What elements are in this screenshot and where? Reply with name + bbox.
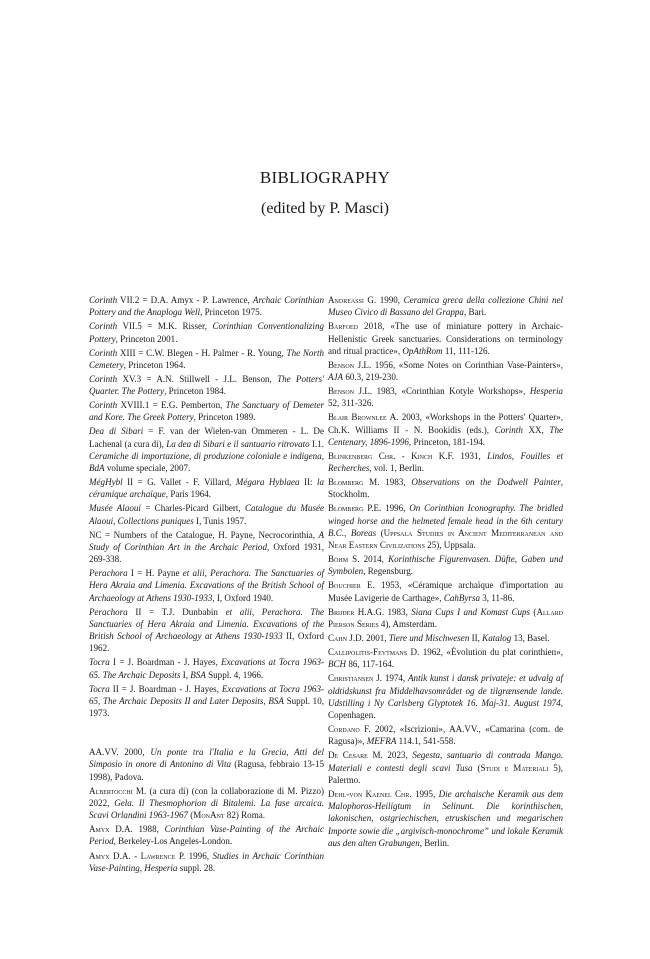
entry-text-segment: VII.2 = D.A. Amyx - P. Lawrence,: [117, 295, 253, 305]
entry-text-segment: 3, 11-86.: [480, 592, 515, 603]
entry-text-segment: MonAnt: [193, 810, 225, 821]
entry-text-segment: , Princeton 1984.: [164, 386, 226, 397]
entry-text-segment: , vol. 1, Berlin.: [369, 463, 424, 474]
entry-text-segment: , Berkeley-Los Angeles-London.: [113, 836, 233, 847]
bibliography-right-column: [328, 294, 563, 851]
entry-text-segment: 2018, «The use of miniature pottery in Archaic-Hellenistic Greek sanctuaries. Considerations on terminology and ritual practice»,: [328, 321, 563, 356]
entry-text-segment: D.A. -: [109, 850, 141, 861]
entry-text-segment: II = T.J. Dunbabin: [127, 606, 226, 617]
entry-text-segment: K.F. 1931,: [432, 450, 488, 461]
entry-text-segment: Benson: [328, 359, 355, 370]
entry-text-segment: , Princeton 1975.: [200, 307, 262, 318]
entry-text-segment: Cordano: [328, 724, 360, 735]
entry-text-segment: , Bari.: [463, 307, 487, 318]
entry-text-segment: Collections puniques: [117, 515, 194, 526]
entry-text-segment: Gela. Il Thesmophorion di Bitalemi. La fase arcaica. Scavi Orlandini 1963-1967: [89, 797, 324, 821]
entry-text-segment: volume speciale, 2007.: [104, 463, 191, 474]
bibliography-entry: [89, 785, 324, 822]
entry-text-segment: Corinth: [89, 400, 118, 411]
entry-text-segment: , Princeton, 181-194.: [408, 436, 486, 447]
entry-text-segment: II = G. Vallet - F. Villard,: [122, 477, 236, 488]
bibliography-entry: [328, 553, 563, 577]
entry-text-segment: et alii: [225, 606, 252, 617]
bibliography-entry: [328, 749, 563, 786]
entry-text-segment: NC = Numbers of the Catalogue, H. Payne, Necrocorinthia,: [89, 529, 319, 540]
entry-text-segment: Albertocchi: [89, 785, 133, 796]
entry-text-segment: I,: [180, 669, 191, 680]
entry-text-segment: Böhm: [328, 554, 349, 565]
entry-text-segment: Excavations at Tocra 1963-65, The Archaic Deposits II and Later Deposits, BSA: [89, 683, 324, 706]
entry-text-segment: II = J. Boardman - J. Hayes,: [109, 683, 222, 694]
entry-text-segment: Studies in Archaic Corinthian Vase-Painting, Hesperia: [89, 850, 325, 873]
entry-text-segment: H.A.G. 1983,: [354, 606, 412, 617]
entry-text-segment: The Sanctuary of Demeter and Kore. The Greek Pottery: [89, 400, 324, 423]
entry-text-segment: 13, Basel.: [511, 633, 550, 644]
bibliography-entry: [89, 529, 324, 566]
bibliography-entry: [89, 294, 324, 318]
entry-text-segment: XVIII.1 = E.G. Pemberton,: [117, 400, 226, 411]
entry-text-segment: Andreassi: [328, 295, 364, 305]
bibliography-entry: [89, 373, 324, 397]
entry-text-segment: Tiere und Mischwesen: [388, 633, 470, 644]
entry-text-segment: I = H. Payne: [127, 568, 183, 579]
entry-text-segment: D.A. 1988,: [109, 824, 165, 835]
entry-text-segment: Corinth: [89, 373, 118, 384]
entry-text-segment: AA.VV. 2000,: [89, 747, 151, 758]
entry-text-segment: Tocra: [89, 657, 110, 668]
bibliography-entry: [328, 632, 563, 644]
entry-text-segment: (Ragusa, febbraio 13-15 1998), Padova.: [89, 759, 324, 782]
entry-text-segment: II, Oxford 1962.: [89, 631, 324, 654]
entry-text-segment: Corinth: [89, 295, 118, 305]
entry-text-segment: Benson: [328, 386, 355, 397]
entry-text-segment: , Princeton 2001.: [115, 333, 178, 344]
entry-text-segment: , Oxford 1931, 269-338.: [89, 541, 324, 565]
entry-text-segment: OpAthRom: [402, 345, 443, 356]
entry-text-segment: VII.5 = M.K. Risser,: [117, 321, 213, 332]
bibliography-entry: [328, 359, 563, 383]
entry-text-segment: La dea di Sibari e il santuario ritrovato: [166, 438, 310, 449]
entry-text-segment: 52, 311-326.: [328, 398, 374, 409]
entry-text-segment: E. 1953, «Céramique archaïque d'importation au Musée Lavigerie de Carthage»,: [328, 580, 563, 603]
bibliography-entry: [328, 320, 563, 357]
entry-text-segment: Catalogue du Musée Alaoui: [89, 503, 324, 526]
entry-text-segment: Amyx: [89, 850, 110, 861]
bibliography-entry: [89, 567, 324, 604]
entry-text-segment: Blomberg: [328, 503, 364, 514]
entry-text-segment: Mégara Hyblaea: [235, 477, 300, 488]
entry-text-segment: (: [530, 606, 537, 617]
entry-text-segment: Musée Alaoui: [89, 503, 141, 514]
entry-text-segment: AJA: [328, 372, 344, 382]
entry-text-segment: Blinkenberg Chr. - Kinch: [328, 450, 433, 461]
entry-text-segment: Die archaische Keramik aus dem Malophoros-Heiligtum in Selinunt. Die korinthischen, lakonischen, ostgriechischen, etruskischen und megarischen Importe sowie die „argivisch-monochrome” und lokale Keramik aus den alten Grabungen: [328, 788, 563, 848]
bibliography-entry: [328, 646, 563, 670]
entry-text-segment: ,: [113, 515, 118, 526]
section-gap: [89, 721, 324, 746]
entry-text-segment: XX,: [522, 424, 550, 435]
entry-text-segment: J.L. 1983, «Corinthian Kotyle Workshops»,: [354, 386, 530, 397]
entry-text-segment: Corinth: [89, 347, 118, 358]
entry-text-segment: Christiansen: [328, 673, 374, 684]
entry-text-segment: M. (a cura di) (con la collaborazione di M. Pizzo) 2022,: [89, 785, 324, 808]
entry-text-segment: P. 1996,: [175, 850, 213, 861]
entry-text-segment: I = J. Boardman - J. Hayes,: [109, 657, 222, 668]
bibliography-entry: [89, 656, 324, 680]
page-subtitle: (edited by P. Masci): [261, 200, 389, 217]
entry-text-segment: 114.1, 541-558.: [396, 736, 456, 747]
entry-text-segment: Allard Pierson Series: [328, 606, 563, 629]
entry-text-segment: J.L. 1956, «Some Notes on Corinthian Vase-Painters»,: [354, 359, 563, 370]
entry-text-segment: D. 1962, «Évolution du plat corinthien»,: [407, 647, 563, 658]
entry-text-segment: , Princeton 1964.: [123, 359, 186, 370]
entry-text-segment: F. 2002, «Iscrizioni», AA.VV., «Camarina (com. de Ragusa)»,: [328, 724, 563, 747]
entry-text-segment: Perachora. The Sanctuaries of Hera Akraia and Limenia. Excavations of the British School of Archaeology at Athens 1930-1933: [89, 606, 324, 642]
entry-text-segment: M. 1983,: [363, 477, 412, 488]
entry-text-segment: et alii: [182, 568, 205, 579]
entry-text-segment: J.D. 2001,: [347, 633, 389, 644]
entry-text-segment: MEFRA: [366, 736, 397, 747]
entry-text-segment: Suppl. 4, 1966.: [205, 669, 264, 680]
entry-text-segment: Antik kunst i dansk privateje: et udvalg af oldtidskunst fra Middelhavsområdet og de tilgrænsende lande. Udstilling i Ny Carlsberg Glyptotek 16. Maj-31. August 1974: [328, 673, 563, 708]
entry-text-segment: Segesta, santuario di contrada Mango. Materiali e contesti degli scavi Tusa: [328, 750, 564, 773]
entry-text-segment: Korinthische Figurenvasen. Düfte, Gaben und Symbolen: [328, 554, 563, 577]
entry-text-segment: Corinth: [89, 321, 118, 332]
entry-text-segment: P.E. 1996,: [363, 503, 410, 514]
bibliography-entry: [89, 320, 324, 344]
bibliography-entry: [328, 579, 563, 603]
entry-text-segment: Dea di Sibari: [89, 426, 144, 437]
bibliography-entry: [89, 502, 324, 526]
entry-text-segment: , Stockholm.: [328, 477, 563, 500]
entry-text-segment: BSA: [190, 669, 206, 680]
bibliography-entry: [328, 672, 563, 721]
entry-text-segment: , I, Oxford 1940.: [212, 592, 274, 603]
bibliography-entry: [328, 502, 563, 551]
entry-text-segment: 25), Uppsala.: [424, 540, 476, 551]
entry-text-segment: , Copenhagen.: [328, 697, 563, 721]
entry-text-segment: Bouchier: [328, 580, 361, 591]
entry-text-segment: (: [472, 762, 481, 773]
bibliography-entry: [328, 411, 563, 448]
entry-text-segment: , Paris 1964.: [165, 489, 212, 500]
entry-text-segment: Studi e Materiali: [480, 762, 549, 773]
entry-text-segment: 82) Roma.: [224, 810, 266, 821]
entry-text-segment: I.1.: [309, 438, 324, 449]
entry-text-segment: , Regensburg.: [363, 566, 414, 577]
entry-text-segment: Perachora. The Sanctuaries of Hera Akraia and Limenia. Excavations of the British School of Archaeology at Athens 1930-1933: [89, 568, 324, 603]
entry-text-segment: M. 2023,: [367, 750, 413, 761]
entry-text-segment: 1995,: [411, 788, 439, 799]
entry-text-segment: 5), Palermo.: [328, 762, 563, 785]
bibliography-left-column: [89, 294, 324, 876]
entry-text-segment: Hesperia: [529, 386, 563, 397]
entry-text-segment: S. 2014,: [348, 554, 389, 565]
entry-text-segment: Corinthian Conventionalizing Pottery: [89, 321, 324, 344]
entry-text-segment: II,: [469, 633, 483, 644]
bibliography-entry: [328, 385, 563, 409]
entry-text-segment: The North Cemetery: [89, 347, 324, 370]
entry-text-segment: Excavations at Tocra 1963-65. The Archaic Deposits: [89, 657, 324, 680]
bibliography-entry: [89, 746, 324, 783]
entry-text-segment: 4), Amsterdam.: [378, 618, 437, 629]
entry-text-segment: la céramique archaïque: [89, 477, 324, 500]
entry-text-segment: Ceramica greca della collezione Chini nel Museo Civico di Bassano del Grappa: [328, 295, 563, 318]
entry-text-segment: 86, 117-164.: [346, 659, 395, 670]
page-title: BIBLIOGRAPHY: [259, 168, 391, 187]
bibliography-entry: [89, 606, 324, 655]
entry-text-segment: , Princeton 1989.: [193, 412, 256, 423]
bibliography-entry: [89, 850, 324, 874]
entry-text-segment: The Potters' Quarter. The Pottery: [89, 373, 324, 397]
bibliography-entry: [328, 723, 563, 747]
entry-text-segment: 60.3, 219-230.: [343, 372, 399, 382]
bibliography-entry: [328, 476, 563, 500]
entry-text-segment: A Study of Corinthian Art in the Archaic Period: [89, 529, 324, 552]
entry-text-segment: (: [188, 810, 194, 821]
entry-text-segment: Uppsala Studies in Ancient Mediterranean and Near Eastern Civilizations: [328, 527, 563, 551]
entry-text-segment: BCH: [328, 659, 347, 670]
entry-text-segment: Lawrence: [140, 850, 176, 861]
entry-text-segment: Un ponte tra l'Italia e la Grecia, Atti del Simposio in onore di Antonino di Vita: [89, 747, 324, 770]
bibliography-entry: [328, 294, 563, 318]
entry-text-segment: = F. van der Wielen-van Ommeren - L. De Lachenal (a cura di),: [89, 426, 324, 449]
entry-text-segment: I, Tunis 1957.: [193, 515, 247, 526]
entry-text-segment: II:: [299, 477, 317, 488]
entry-text-segment: Lindos, Fouilles et Recherches: [328, 450, 563, 474]
entry-text-segment: (: [376, 527, 384, 538]
bibliography-entry: [328, 788, 563, 849]
entry-text-segment: Suppl. 10, 1973.: [89, 695, 324, 719]
entry-text-segment: XV.3 = A.N. Stillwell - J.L. Benson,: [117, 373, 278, 384]
entry-text-segment: suppl. 28.: [177, 862, 216, 873]
entry-text-segment: Perachora: [89, 606, 128, 617]
entry-text-segment: Tocra: [89, 683, 110, 694]
entry-text-segment: G. 1990,: [363, 295, 404, 305]
entry-text-segment: De Cesare: [328, 750, 368, 761]
entry-text-segment: On Corinthian Iconography. The bridled winged horse and the helmeted female head in the 6th century B.C., Boreas: [328, 503, 563, 538]
bibliography-entry: [89, 823, 324, 847]
entry-text-segment: Archaic Corinthian Pottery and the Anaploga Well: [89, 295, 325, 318]
entry-text-segment: Barfoed: [328, 321, 359, 332]
entry-text-segment: A. 2003, «Workshops in the Potters' Quarter», Ch.K. Williams II - N. Bookidis (eds.),: [328, 412, 563, 435]
entry-text-segment: Cahn: [328, 633, 348, 644]
entry-text-segment: Siana Cups I and Komast Cups: [411, 606, 531, 617]
entry-text-segment: Observations on the Dodwell Painter: [411, 477, 561, 488]
entry-text-segment: Perachora: [89, 568, 128, 579]
bibliography-entry: [89, 683, 324, 720]
bibliography-entry: [89, 476, 324, 500]
entry-text-segment: , Berlin.: [419, 837, 450, 848]
entry-text-segment: Brijder: [328, 606, 355, 617]
bibliography-entry: [89, 347, 324, 371]
entry-text-segment: Amyx: [89, 824, 110, 835]
entry-text-segment: 11, 111-126.: [442, 345, 490, 356]
entry-text-segment: ,: [251, 606, 262, 617]
entry-text-segment: Blair Brownlee: [328, 412, 387, 423]
entry-text-segment: J. 1974,: [373, 673, 409, 684]
entry-text-segment: Dehl-von Kaenel Chr.: [328, 788, 412, 799]
entry-text-segment: The Centenary, 1896-1996: [328, 424, 563, 447]
entry-text-segment: Ceramiche di importazione, di produzione coloniale e indigena, BdA: [89, 450, 324, 474]
entry-text-segment: = Charles-Picard Gilbert,: [140, 503, 245, 514]
entry-text-segment: Blomberg: [328, 477, 364, 488]
entry-text-segment: Callipolitis-Feytmans: [328, 647, 408, 658]
entry-text-segment: XIII = C.W. Blegen - H. Palmer - R. Young,: [117, 347, 287, 358]
entry-text-segment: Katalog: [482, 633, 512, 644]
entry-text-segment: ,: [204, 568, 211, 579]
bibliography-entry: [328, 450, 563, 474]
entry-text-segment: MégHybl: [89, 477, 123, 488]
bibliography-entry: [89, 399, 324, 423]
entry-text-segment: CahByrsa: [443, 592, 481, 603]
bibliography-entry: [89, 425, 324, 474]
entry-text-segment: Corinth: [494, 424, 523, 435]
entry-text-segment: Corinthian Vase-Painting of the Archaic Period: [89, 824, 325, 847]
bibliography-entry: [328, 606, 563, 630]
